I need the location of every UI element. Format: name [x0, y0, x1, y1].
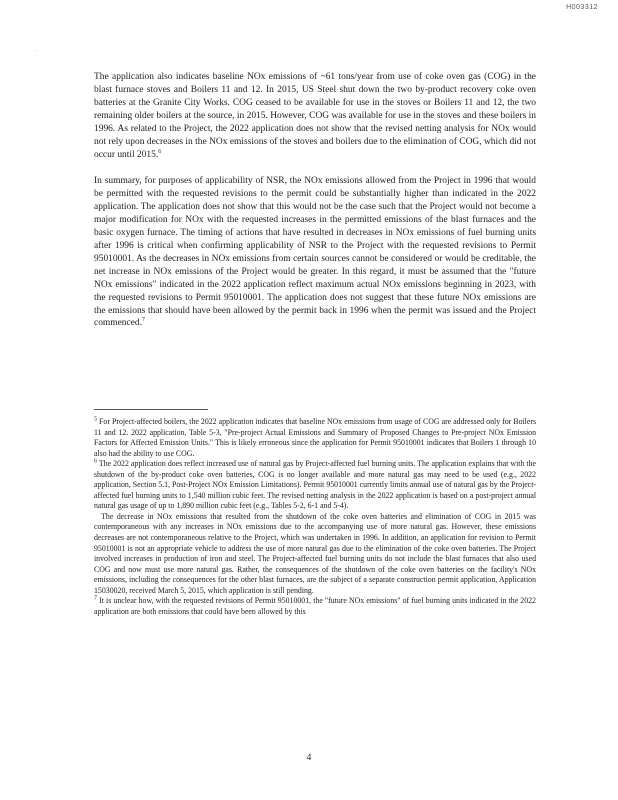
page-number: 4: [306, 752, 312, 762]
margin-mark: ˙: [34, 50, 36, 56]
body-paragraph-1: [94, 71, 536, 162]
footnote-6: [94, 459, 536, 512]
paragraph-1-text: The application also indicates baseline NOx emissions of ~61 tons/year from use of coke oven gas (COG) in the blast furnace stoves and Boilers 11 and 12. In 2015, US Steel shut down the two by-product recovery coke oven batteries at the Granite City Works. COG ceased to be available for use in the stoves or Boilers 11 and 12, the two remaining older boilers at the source, in 2015. However, COG was available for use in the stoves and these boilers in 1996. As related to the Project, the 2022 application does not show that the revised netting analysis for NOx would not rely upon decreases in the NOx emissions of the stoves and boilers due to the elimination of COG, which did not occur until 2015.: [94, 72, 536, 160]
footnote-number: 6: [94, 458, 97, 465]
paragraph-2-text: In summary, for purposes of applicability of NSR, the NOx emissions allowed from the Project in 1996 that would be permitted with the requested revisions to the permit could be substantially higher than indicated in the 2022 application. The application does not show that this would not be the case such that the Project would not become a major modification for NOx with the requested increases in the permitted emissions of the blast furnaces and the basic oxygen furnace. The timing of actions that have resulted in decreases in NOx emissions of fuel burning units after 1996 is critical when confirming applicability of NSR to the Project with the requested revisions to Permit 95010001. As the decreases in NOx emissions from certain sources cannot be considered or would be creditable, the net increase in NOx emissions of the Project would be greater. In this regard, it must be assumed that the "future NOx emissions" indicated in the 2022 application reflect maximum actual NOx emissions beginning in 2023, with the requested revisions to Permit 95010001. The application does not suggest that these future NOx emissions are the emissions that should have been allowed by the permit back in 1996 when the permit was issued and the Project commenced.: [94, 176, 536, 329]
footnote-number: 7: [94, 595, 97, 602]
footnote-text: For Project-affected boilers, the 2022 application indicates that baseline NOx emissions from usage of COG are addressed only for Boilers 11 and 12. 2022 application, Table 5-3, "Pre-project Actual Emissions and Summary of Proposed Changes to Pre-project NOx Emission Factors for Affected Emission Units." This is likely erroneous since the application for Permit 95010001 indicates that Boilers 1 through 10 also had the ability to use COG.: [94, 417, 536, 458]
footnote-number: 5: [94, 416, 97, 423]
footnote-text: It is unclear how, with the requested revisions of Permit 95010001, the "future NOx emissions" of fuel burning units indicated in the 2022 application are both emissions that could have been allowed by this: [94, 596, 536, 616]
bates-number: H003312: [566, 4, 598, 11]
footnote-text: The 2022 application does reflect increased use of natural gas by Project-affected fuel burning units. The application explains that with the shutdown of the by-product coke oven batteries, COG is no longer available and more natural gas may need to be used (e.g., 2022 application, Section 5.1, Post-Project NOx Emission Limitations). Permit 95010001 currently limits annual use of natural gas by the Project-affected fuel burning units to 1,540 million cubic feet. The revised netting analysis in the 2022 application is based on a post-project annual natural gas usage of up to 1,890 million cubic feet (e.g., Tables 5-2, 6-1 and 5-4).: [94, 459, 536, 511]
footnote-ref-6: 6: [158, 148, 162, 155]
footnote-ref-7: 7: [141, 317, 145, 324]
footnote-separator: [94, 409, 208, 410]
body-paragraph-2: [94, 175, 536, 330]
footnote-6-continued: [94, 512, 536, 596]
footnote-5: [94, 417, 536, 459]
footnote-text: The decrease in NOx emissions that resulted from the shutdown of the coke oven batteries and elimination of COG in 2015 was contemporaneous with any increases in NOx emissions due to the accompanying use of more natural gas. However, these emissions decreases are not contemporaneous relative to the Project, which was undertaken in 1996. In addition, an application for revision to Permit 95010001 is not an appropriate vehicle to address the use of more natural gas due to the elimination of the coke oven batteries. The Project involved increases in production of iron and steel. The Project-affected fuel burning units do not include the blast furnaces that also used COG and now must use more natural gas. Rather, the consequences of the shutdown of the coke oven batteries on the facility's NOx emissions, including the consequences for the other blast furnaces, are the subject of a separate construction permit application, Application 15030020, received March 5, 2015, which application is still pending.: [94, 511, 536, 595]
footnotes: [94, 417, 536, 617]
footnote-7: [94, 596, 536, 617]
